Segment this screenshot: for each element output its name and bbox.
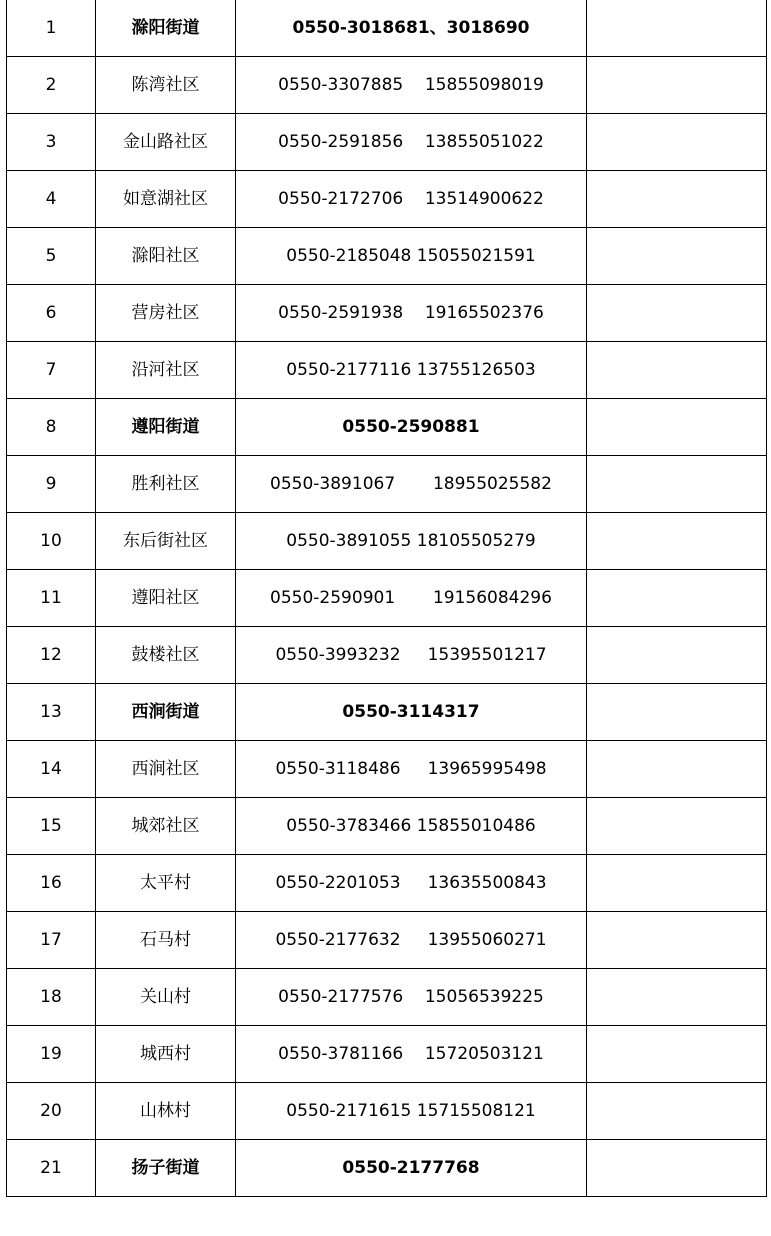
row-number: 1 [7, 0, 96, 57]
table-row [7, 171, 767, 228]
phone-numbers: 0550-2177632 13955060271 [236, 912, 587, 969]
unit-name: 陈湾社区 [96, 57, 236, 114]
unit-name: 滁阳社区 [96, 228, 236, 285]
row-number: 11 [7, 570, 96, 627]
table-row [7, 285, 767, 342]
remark-cell [587, 1083, 767, 1140]
table-row [7, 0, 767, 57]
contact-table-body [7, 0, 767, 1197]
unit-name: 滁阳街道 [96, 0, 236, 57]
unit-name: 东后街社区 [96, 513, 236, 570]
phone-numbers: 0550-2177768 [236, 1140, 587, 1197]
row-number: 9 [7, 456, 96, 513]
remark-cell [587, 798, 767, 855]
table-row [7, 57, 767, 114]
table-row [7, 1083, 767, 1140]
unit-name: 石马村 [96, 912, 236, 969]
row-number: 21 [7, 1140, 96, 1197]
unit-name: 扬子街道 [96, 1140, 236, 1197]
row-number: 14 [7, 741, 96, 798]
table-row [7, 1140, 767, 1197]
row-number: 5 [7, 228, 96, 285]
remark-cell [587, 1026, 767, 1083]
unit-name: 山林村 [96, 1083, 236, 1140]
unit-name: 西涧社区 [96, 741, 236, 798]
phone-numbers: 0550-3891067 18955025582 [236, 456, 587, 513]
unit-name: 鼓楼社区 [96, 627, 236, 684]
unit-name: 沿河社区 [96, 342, 236, 399]
row-number: 15 [7, 798, 96, 855]
phone-numbers: 0550-2185048 15055021591 [236, 228, 587, 285]
table-row [7, 114, 767, 171]
phone-numbers: 0550-3018681、3018690 [236, 0, 587, 57]
table-row [7, 684, 767, 741]
unit-name: 如意湖社区 [96, 171, 236, 228]
remark-cell [587, 171, 767, 228]
remark-cell [587, 342, 767, 399]
row-number: 6 [7, 285, 96, 342]
table-row [7, 741, 767, 798]
remark-cell [587, 627, 767, 684]
remark-cell [587, 741, 767, 798]
row-number: 20 [7, 1083, 96, 1140]
phone-numbers: 0550-2177576 15056539225 [236, 969, 587, 1026]
remark-cell [587, 456, 767, 513]
table-row [7, 1026, 767, 1083]
unit-name: 太平村 [96, 855, 236, 912]
row-number: 18 [7, 969, 96, 1026]
remark-cell [587, 0, 767, 57]
remark-cell [587, 114, 767, 171]
table-row [7, 228, 767, 285]
phone-numbers: 0550-2591938 19165502376 [236, 285, 587, 342]
phone-numbers: 0550-2177116 13755126503 [236, 342, 587, 399]
phone-numbers: 0550-3781166 15720503121 [236, 1026, 587, 1083]
phone-numbers: 0550-2591856 13855051022 [236, 114, 587, 171]
table-row [7, 969, 767, 1026]
remark-cell [587, 969, 767, 1026]
phone-numbers: 0550-3118486 13965995498 [236, 741, 587, 798]
row-number: 7 [7, 342, 96, 399]
unit-name: 遵阳社区 [96, 570, 236, 627]
row-number: 16 [7, 855, 96, 912]
table-row [7, 855, 767, 912]
row-number: 12 [7, 627, 96, 684]
table-row [7, 399, 767, 456]
remark-cell [587, 855, 767, 912]
unit-name: 遵阳街道 [96, 399, 236, 456]
row-number: 19 [7, 1026, 96, 1083]
unit-name: 西涧街道 [96, 684, 236, 741]
phone-numbers: 0550-2590901 19156084296 [236, 570, 587, 627]
unit-name: 胜利社区 [96, 456, 236, 513]
phone-numbers: 0550-2201053 13635500843 [236, 855, 587, 912]
remark-cell [587, 399, 767, 456]
remark-cell [587, 684, 767, 741]
phone-numbers: 0550-3783466 15855010486 [236, 798, 587, 855]
table-row [7, 798, 767, 855]
phone-numbers: 0550-3114317 [236, 684, 587, 741]
row-number: 8 [7, 399, 96, 456]
unit-name: 营房社区 [96, 285, 236, 342]
row-number: 10 [7, 513, 96, 570]
phone-numbers: 0550-2171615 15715508121 [236, 1083, 587, 1140]
remark-cell [587, 570, 767, 627]
phone-numbers: 0550-3307885 15855098019 [236, 57, 587, 114]
row-number: 17 [7, 912, 96, 969]
phone-numbers: 0550-2172706 13514900622 [236, 171, 587, 228]
unit-name: 城郊社区 [96, 798, 236, 855]
row-number: 2 [7, 57, 96, 114]
remark-cell [587, 513, 767, 570]
table-row [7, 342, 767, 399]
unit-name: 关山村 [96, 969, 236, 1026]
remark-cell [587, 228, 767, 285]
remark-cell [587, 912, 767, 969]
row-number: 13 [7, 684, 96, 741]
table-row [7, 570, 767, 627]
row-number: 4 [7, 171, 96, 228]
table-row [7, 627, 767, 684]
contact-table [6, 0, 767, 1197]
remark-cell [587, 285, 767, 342]
phone-numbers: 0550-3993232 15395501217 [236, 627, 587, 684]
unit-name: 城西村 [96, 1026, 236, 1083]
phone-numbers: 0550-3891055 18105505279 [236, 513, 587, 570]
table-row [7, 912, 767, 969]
unit-name: 金山路社区 [96, 114, 236, 171]
remark-cell [587, 1140, 767, 1197]
table-row [7, 513, 767, 570]
table-row [7, 456, 767, 513]
phone-numbers: 0550-2590881 [236, 399, 587, 456]
row-number: 3 [7, 114, 96, 171]
remark-cell [587, 57, 767, 114]
